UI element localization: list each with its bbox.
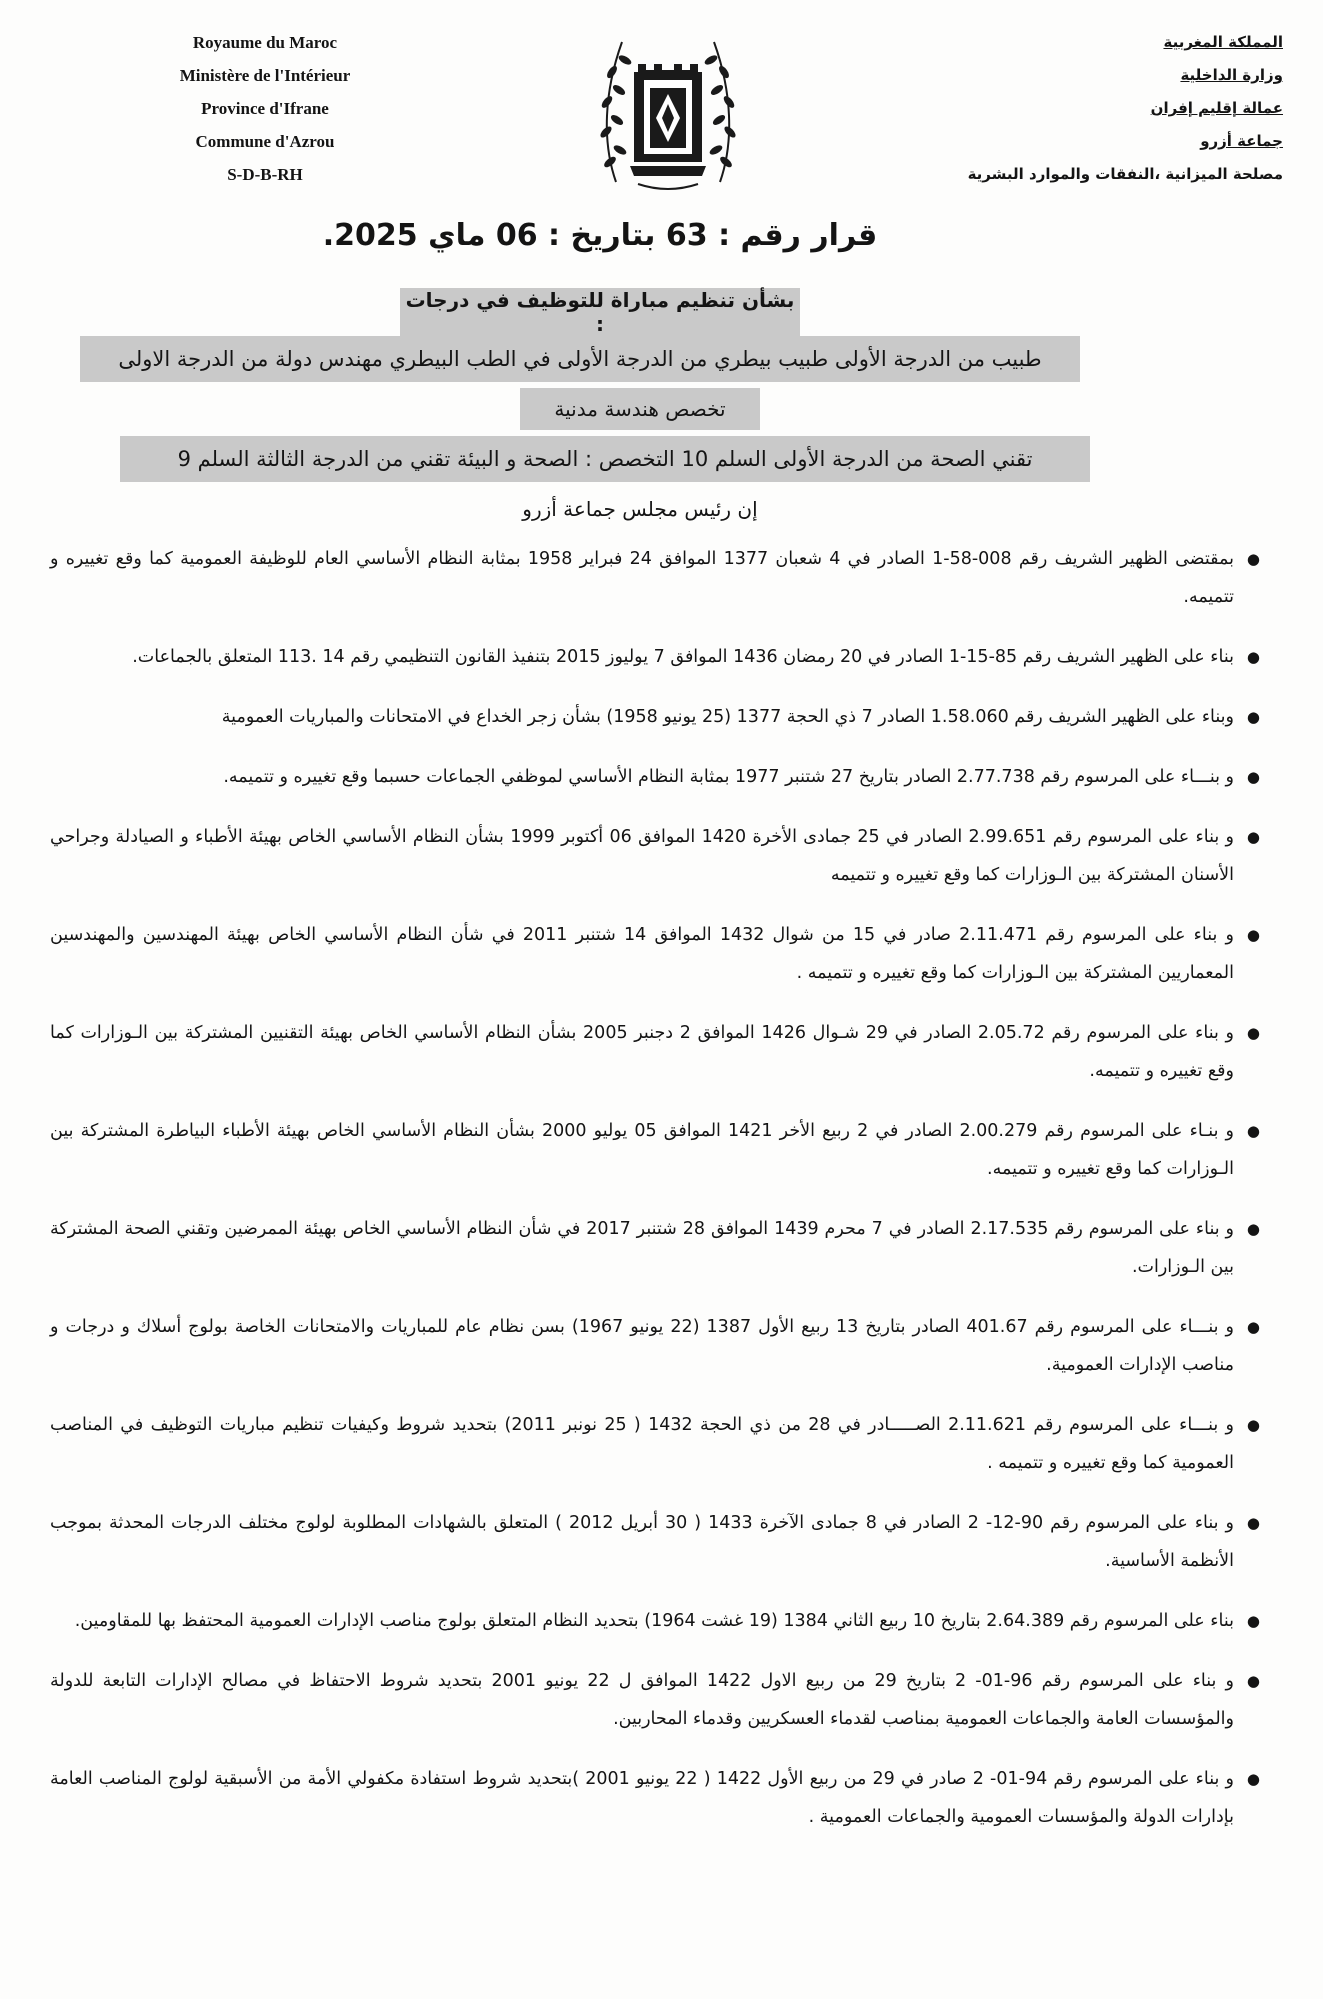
bullet-icon: ● [1246,1122,1260,1140]
grades-line-2: تخصص هندسة مدنية [520,388,760,430]
recital-item [50,1504,1260,1580]
recital-item [50,1112,1260,1188]
header-fr-line: Province d'Ifrane [201,99,329,118]
header-ar-line: المملكة المغربية [1163,33,1283,51]
recital-text: و بناء على المرسوم رقم 2.05.72 الصادر في 29 شـوال 1426 الموافق 2 دجنبر 2005 بشأن النظام الأساسي الخاص بهيئة التقنيين المشتركة بين الـوزارات كما وقع تغييره و تتميمه. [50,1023,1234,1081]
bullet-icon: ● [1246,1220,1260,1238]
bullet-icon: ● [1246,1514,1260,1532]
recital-item [50,1308,1260,1384]
recital-text: وبناء على الظهير الشريف رقم 1.58.060 الصادر 7 ذي الحجة 1377 (25 يونيو 1958) بشأن زجر الخداع في الامتحانات والمباريات العمومية [221,707,1234,727]
header-fr-line: Ministère de l'Intérieur [179,66,351,85]
recital-item [50,1014,1260,1090]
header-fr-line: S-D-B-RH [227,165,303,184]
recital-text: و بناء على المرسوم رقم 90-12- 2 الصادر في 8 جمادى الآخرة 1433 ( 30 أبريل 2012 ) المتعلق بالشهادات المطلوبة لولوج مختلف الدرجات المحدثة بموجب الأنظمة الأساسية. [50,1513,1234,1571]
recital-text: و بنـاء على المرسوم رقم 2.00.279 الصادر في 2 ربيع الأخر 1421 الموافق 05 يوليو 2000 بشأن النظام الأساسي الخاص بهيئة الأطباء البياطرة المشتركة بين الـوزارات كما وقع تغييره و تتميمه. [50,1121,1234,1179]
bullet-icon: ● [1246,1318,1260,1336]
grades-line-3: تقني الصحة من الدرجة الأولى السلم 10 التخصص : الصحة و البيئة تقني من الدرجة الثالثة السلم 9 [120,436,1090,482]
recital-text: و بنـــاء على المرسوم رقم 2.77.738 الصادر بتاريخ 27 شتنبر 1977 بمثابة النظام الأساسي لموظفي الجماعات حسبما وقع تغييره و تتميمه. [223,767,1234,787]
recital-text: و بنـــاء على المرسوم رقم 401.67 الصادر بتاريخ 13 ربيع الأول 1387 (22 يونيو 1967) بسن نظام عام للمباريات والامتحانات الخاصة بولوج أسلاك و درجات و مناصب الإدارات العمومية. [50,1317,1235,1375]
bullet-icon: ● [1246,926,1260,944]
bullet-icon: ● [1246,708,1260,726]
recital-item [50,638,1260,676]
recital-item [50,698,1260,736]
recital-item [50,1662,1260,1738]
bullet-icon: ● [1246,1672,1260,1690]
grades-line-1: طبيب من الدرجة الأولى طبيب بيطري من الدرجة الأولى في الطب البيطري مهندس دولة من الدرجة الاولى [80,336,1080,382]
recital-item [50,1602,1260,1640]
header-ar-line: جماعة أزرو [1200,132,1283,150]
recital-item [50,818,1260,894]
recital-item [50,916,1260,992]
bullet-icon: ● [1246,828,1260,846]
decision-subject: بشأن تنظيم مباراة للتوظيف في درجات : [400,288,800,336]
header-ar-line: مصلحة الميزانية ،النفقات والموارد البشرية [967,165,1283,183]
bullet-icon: ● [1246,768,1260,786]
recital-item [50,540,1260,616]
recitals-list [50,540,1260,1858]
header-fr-line: Royaume du Maroc [192,33,338,52]
recital-item [50,758,1260,796]
recital-text: بناء على الظهير الشريف رقم 85-15-1 الصادر في 20 رمضان 1436 الموافق 7 يوليوز 2015 بتنفيذ القانون التنظيمي رقم 14 .113 المتعلق بالجماعات. [132,647,1234,667]
recital-text: و بناء على المرسوم رقم 2.17.535 الصادر في 7 محرم 1439 الموافق 28 شتنبر 2017 في شأن النظام الأساسي الخاص بهيئة الممرضين وتقني الصحة المشتركة بين الـوزارات. [50,1219,1234,1277]
recital-item [50,1210,1260,1286]
president-line: إن رئيس مجلس جماعة أزرو [522,497,758,521]
recital-item [50,1760,1260,1836]
azrou-commune-emblem-icon [598,32,738,202]
header-french-block [135,26,395,191]
bullet-icon: ● [1246,1770,1260,1788]
bullet-icon: ● [1246,550,1260,568]
header-ar-line: وزارة الداخلية [1180,66,1283,84]
recital-text: و بنـــاء على المرسوم رقم 2.11.621 الصـــــادر في 28 من ذي الحجة 1432 ( 25 نونبر 2011) بتحديد شروط وكيفيات تنظيم مباريات التوظيف في المناصب العمومية كما وقع تغييره و تتميمه . [50,1415,1234,1473]
header-fr-line: Commune d'Azrou [195,132,335,151]
bullet-icon: ● [1246,648,1260,666]
recital-text: و بناء على المرسوم رقم 2.11.471 صادر في 15 من شوال 1432 الموافق 14 شتنبر 2011 في شأن النظام الأساسي الخاص بهيئة المهندسين والمهندسين المعماريين المشتركة بين الـوزارات كما وقع تغييره و تتميمه . [50,925,1234,983]
recital-item [50,1406,1260,1482]
recital-text: و بناء على المرسوم رقم 96-01- 2 بتاريخ 29 من ربيع الاول 1422 الموافق ل 22 يونيو 2001 بتحديد شروط الاحتفاظ في مصالح الإدارات التابعة للدولة والمؤسسات العامة والجماعات العمومية بمناصب لقدماء العسكريين وقدماء المحاربين. [50,1671,1234,1729]
bullet-icon: ● [1246,1416,1260,1434]
recital-text: و بناء على المرسوم رقم 2.99.651 الصادر في 25 جمادى الأخرة 1420 الموافق 06 أكتوبر 1999 بشأن النظام الأساسي الخاص بهيئة الأطباء و الصيادلة وجراحي الأسنان المشتركة بين الـوزارات كما وقع تغييره و تتميمه [50,827,1234,885]
recital-text: بمقتضى الظهير الشريف رقم 008-58-1 الصادر في 4 شعبان 1377 الموافق 24 فبراير 1958 بمثابة النظام الأساسي العام للوظيفة العمومية كما وقع تغييره و تتميمه. [50,549,1234,607]
decision-title: قرار رقم : 63 بتاريخ : 06 ماي 2025. [322,218,878,253]
recital-text: و بناء على المرسوم رقم 94-01- 2 صادر في 29 من ربيع الأول 1422 ( 22 يونيو 2001 )بتحديد شروط استفادة مكفولي الأمة من الأسبقية لولوج المناصب العامة بإدارات الدولة والمؤسسات العمومية والجماعات العمومية . [50,1769,1234,1827]
header-arabic-block [943,26,1283,191]
bullet-icon: ● [1246,1612,1260,1630]
recital-text: بناء على المرسوم رقم 2.64.389 بتاريخ 10 ربيع الثاني 1384 (19 غشت 1964) بتحديد النظام المتعلق بولوج مناصب الإدارات العمومية المحتفظ بها للمقاومين. [74,1611,1234,1631]
header-ar-line: عمالة إقليم إفران [1150,99,1283,117]
bullet-icon: ● [1246,1024,1260,1042]
